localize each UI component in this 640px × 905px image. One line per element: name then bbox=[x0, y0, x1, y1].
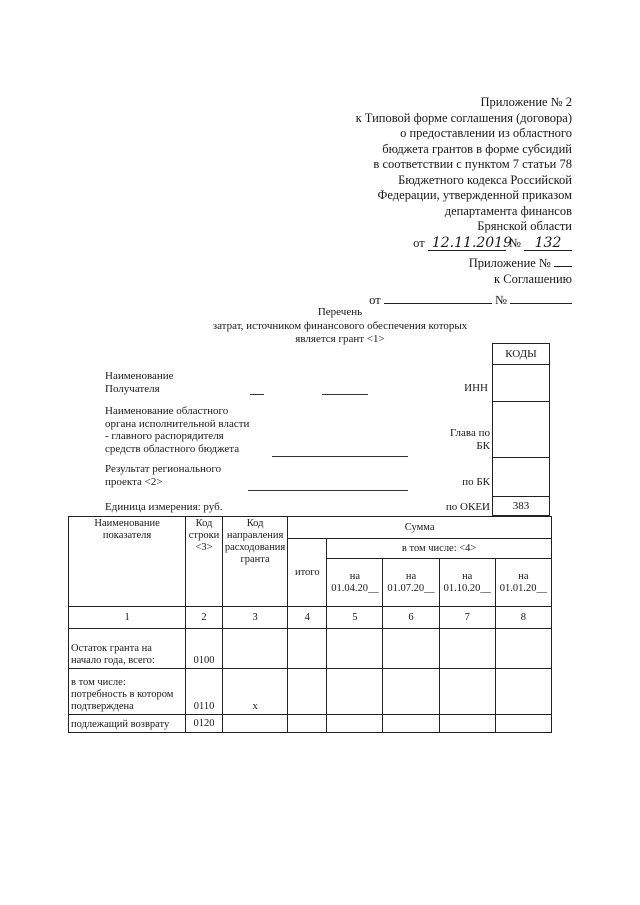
th-sum: Сумма bbox=[288, 517, 552, 539]
appendix-line: бюджета грантов в форме субсидий bbox=[382, 141, 572, 156]
from-label: от bbox=[369, 293, 381, 307]
th-date: на 01.07.20__ bbox=[383, 559, 439, 607]
th-incl: в том числе: <4> bbox=[327, 539, 552, 559]
appendix-no-label: Приложение № bbox=[468, 256, 551, 270]
label-line: проекта <2> bbox=[105, 475, 163, 488]
appendix-line: департамента финансов bbox=[444, 203, 572, 218]
title-line: Перечень bbox=[317, 306, 363, 318]
appendix-no-blank bbox=[554, 254, 572, 267]
row-dir bbox=[222, 629, 287, 669]
appendix-line: Приложение № 2 bbox=[480, 95, 572, 109]
appendix-line: к Типовой форме соглашения (договора) bbox=[355, 110, 572, 125]
col-num: 7 bbox=[439, 607, 495, 629]
label-line: - главного распорядителя bbox=[105, 430, 224, 442]
code-cell-bk bbox=[493, 458, 550, 497]
agreement-number-blank bbox=[510, 291, 572, 304]
data-cell bbox=[439, 669, 495, 715]
appendix-line: Федерации, утвержденной приказом bbox=[377, 188, 572, 202]
th-name: Наименование показателя bbox=[69, 517, 186, 607]
th-date: на 01.01.20__ bbox=[495, 559, 551, 607]
data-cell bbox=[383, 669, 439, 715]
appendix-line: Брянской области bbox=[477, 219, 572, 233]
recipient-label bbox=[105, 370, 174, 395]
inn-label: ИНН bbox=[464, 382, 488, 394]
th-code-line: Код строки <3> bbox=[186, 517, 223, 607]
codes-header: КОДЫ bbox=[493, 344, 550, 365]
result-label bbox=[105, 463, 221, 488]
unit-label: Единица измерения: руб. bbox=[105, 501, 223, 513]
row-code: 0120 bbox=[186, 715, 223, 733]
row-name: Остаток гранта на начало года, всего: bbox=[69, 629, 186, 669]
recipient-line bbox=[322, 394, 368, 395]
data-cell bbox=[439, 715, 495, 733]
col-num: 4 bbox=[288, 607, 327, 629]
code-cell-okei: 383 bbox=[493, 497, 550, 516]
title-line: затрат, источником финансового обеспечения которых bbox=[212, 319, 468, 332]
row-dir: x bbox=[222, 669, 287, 715]
code-cell-inn bbox=[493, 365, 550, 402]
data-cell bbox=[383, 715, 439, 733]
data-cell bbox=[383, 629, 439, 669]
label-line: Результат регионального bbox=[105, 463, 222, 475]
to-agreement: к Соглашению bbox=[494, 271, 572, 286]
label-line: органа исполнительной власти bbox=[105, 417, 250, 430]
appendix-no-row bbox=[252, 254, 572, 272]
organ-line bbox=[272, 456, 408, 457]
document-title bbox=[150, 306, 530, 347]
col-num: 6 bbox=[383, 607, 439, 629]
appendix-header bbox=[252, 95, 572, 309]
po-bk-label: по БК bbox=[462, 476, 490, 488]
appendix-line: Бюджетного кодекса Российской bbox=[398, 172, 572, 187]
glava-label bbox=[440, 427, 490, 452]
data-cell bbox=[327, 669, 383, 715]
order-date-row bbox=[252, 236, 572, 252]
label-line: БК bbox=[476, 439, 490, 452]
data-cell bbox=[327, 629, 383, 669]
code-cell-glava bbox=[493, 402, 550, 458]
table-row bbox=[69, 629, 552, 669]
recipient-line bbox=[250, 394, 264, 395]
label-line: Глава по bbox=[450, 427, 490, 439]
no-label: № bbox=[494, 293, 507, 307]
th-code-dir: Код направления расходования гранта bbox=[222, 517, 287, 607]
label-line: средств областного бюджета bbox=[105, 442, 240, 455]
th-total: итого bbox=[288, 539, 327, 607]
agreement-date-blank bbox=[384, 291, 492, 304]
codes-table bbox=[492, 343, 550, 516]
row-name: подлежащий возврату bbox=[69, 715, 186, 733]
data-cell bbox=[439, 629, 495, 669]
appendix-line: в соответствии с пунктом 7 статьи 78 bbox=[373, 157, 572, 171]
label-line: Наименование областного bbox=[105, 405, 229, 417]
th-date: на 01.04.20__ bbox=[327, 559, 383, 607]
data-cell bbox=[495, 715, 551, 733]
col-num: 2 bbox=[186, 607, 223, 629]
table-row bbox=[69, 715, 552, 733]
data-cell bbox=[327, 715, 383, 733]
data-cell bbox=[495, 669, 551, 715]
data-cell bbox=[288, 715, 327, 733]
number-sign: № bbox=[508, 235, 521, 250]
label-line: Получателя bbox=[105, 382, 160, 395]
handwritten-date: 12.11.2019 bbox=[428, 236, 506, 251]
data-cell bbox=[495, 629, 551, 669]
date-prefix: от bbox=[413, 235, 425, 250]
col-num: 8 bbox=[495, 607, 551, 629]
data-cell bbox=[288, 629, 327, 669]
col-num: 5 bbox=[327, 607, 383, 629]
row-dir bbox=[222, 715, 287, 733]
col-num: 1 bbox=[69, 607, 186, 629]
costs-table bbox=[68, 516, 552, 733]
okei-label: по ОКЕИ bbox=[445, 501, 490, 513]
col-num: 3 bbox=[222, 607, 287, 629]
table-row bbox=[69, 669, 552, 715]
title-line: является грант <1> bbox=[295, 333, 385, 345]
row-name: в том числе: потребность в котором подтверждена bbox=[69, 669, 186, 715]
row-code: 0100 bbox=[186, 629, 223, 669]
data-cell bbox=[288, 669, 327, 715]
row-code: 0110 bbox=[186, 669, 223, 715]
handwritten-number: 132 bbox=[524, 236, 572, 251]
organ-label bbox=[105, 405, 249, 455]
th-date: на 01.10.20__ bbox=[439, 559, 495, 607]
result-line bbox=[248, 490, 408, 491]
label-line: Наименование bbox=[105, 370, 174, 382]
appendix-line: о предоставлении из областного bbox=[400, 126, 572, 140]
